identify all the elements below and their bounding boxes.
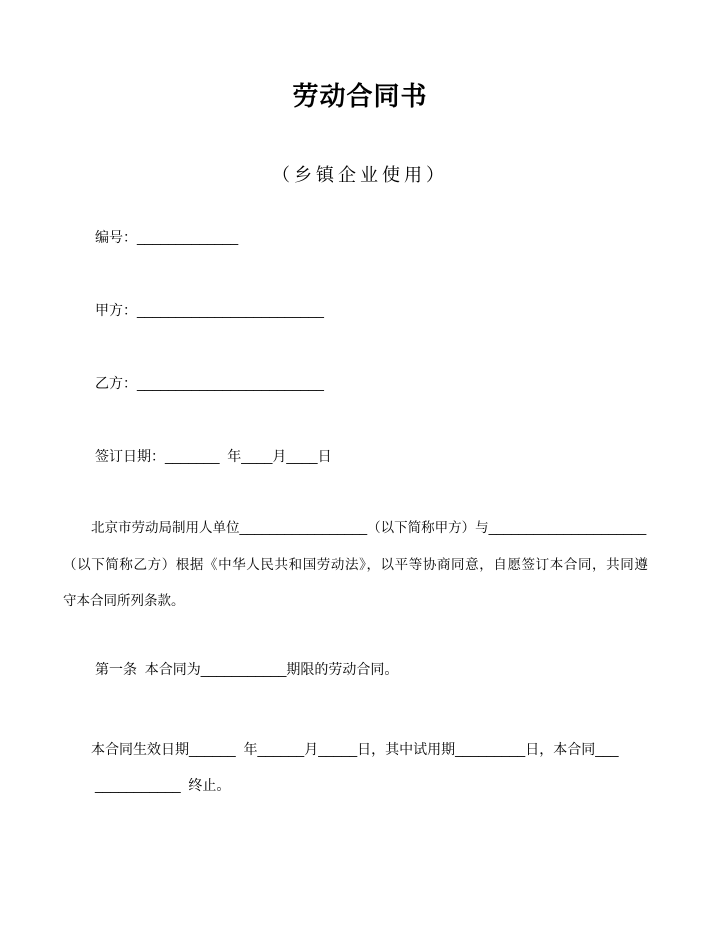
document-subtitle: （乡镇企业使用） <box>272 165 448 185</box>
party-b-field: 乙方：________________________ <box>95 375 324 391</box>
document-title: 劳动合同书 <box>292 81 428 111</box>
clause-1-text: 第一条 本合同为___________期限的劳动合同。 <box>95 661 399 677</box>
sign-date-field: 签订日期：_______ 年____月____日 <box>95 448 332 464</box>
contract-number-field: 编号：_____________ <box>95 229 239 245</box>
intro-paragraph-line-3: 守本合同所列条款。 <box>63 593 185 608</box>
effective-date-line-2: ___________ 终止。 <box>95 777 231 793</box>
intro-paragraph-line-1: 北京市劳动局制用人单位_________________（以下简称甲方）与_____________________ <box>91 520 647 535</box>
intro-paragraph-line-2: （以下简称乙方）根据《中华人民共和国劳动法》，以平等协商同意，自愿签订本合同，共同遵 <box>63 557 649 572</box>
party-a-field: 甲方：________________________ <box>95 302 324 318</box>
effective-date-line-1: 本合同生效日期______ 年______月_____日，其中试用期_________日，本合同___ <box>91 741 619 757</box>
